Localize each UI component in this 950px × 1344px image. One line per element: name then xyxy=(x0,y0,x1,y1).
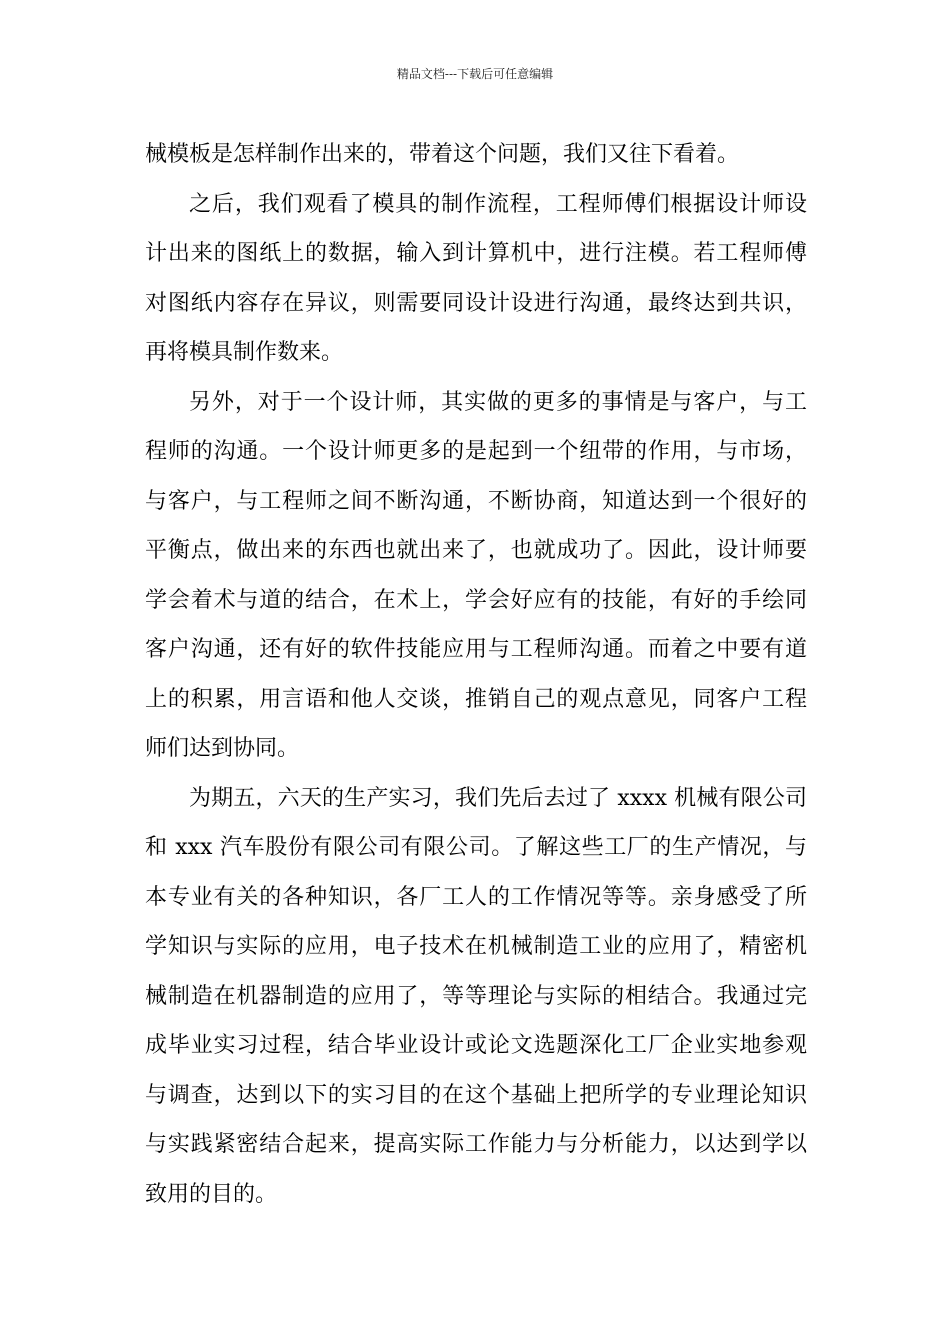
paragraph-line: 成毕业实习过程，结合毕业设计或论文选题深化工厂企业实地参观 xyxy=(145,1033,807,1058)
paragraph-line: 学知识与实际的应用，电子技术在机械制造工业的应用了，精密机 xyxy=(145,934,807,959)
paragraph-line: 另外，对于一个设计师，其实做的更多的事情是与客户，与工 xyxy=(189,389,807,415)
paragraph-line: 械制造在机器制造的应用了，等等理论与实际的相结合。我通过完 xyxy=(145,983,807,1009)
paragraph-line: 与实践紧密结合起来，提高实际工作能力与分析能力，以达到学以 xyxy=(145,1132,807,1157)
paragraph-line: 程师的沟通。一个设计师更多的是起到一个纽带的作用，与市场， xyxy=(145,439,807,464)
paragraph-line: 致用的目的。 xyxy=(145,1181,278,1207)
paragraph-2 xyxy=(145,180,807,378)
document-body xyxy=(145,130,807,1219)
paragraph-line: 为期五，六天的生产实习，我们先后去过了 xxxx 机械有限公司 xyxy=(189,785,807,811)
paragraph-line: 械模板是怎样制作出来的，带着这个问题，我们又往下看着。 xyxy=(145,142,740,167)
paragraph-line: 对图纸内容存在异议，则需要同设计设进行沟通，最终达到共识， xyxy=(145,290,807,316)
paragraph-line: 再将模具制作数来。 xyxy=(145,340,344,365)
paragraph-line: 学会着术与道的结合，在术上，学会好应有的技能，有好的手绘同 xyxy=(145,587,807,613)
paragraph-line: 上的积累，用言语和他人交谈，推销自己的观点意见，同客户工程 xyxy=(145,686,807,712)
paragraph-3 xyxy=(145,378,807,774)
paragraph-1 xyxy=(145,130,807,180)
paragraph-line: 计出来的图纸上的数据，输入到计算机中，进行注模。若工程师傅 xyxy=(145,241,807,266)
paragraph-line: 本专业有关的各种知识，各厂工人的工作情况等等。亲身感受了所 xyxy=(145,884,807,910)
paragraph-line: 与客户，与工程师之间不断沟通，不断协商，知道达到一个很好的 xyxy=(145,488,807,514)
paragraph-4 xyxy=(145,774,807,1220)
paragraph-line: 与调查，达到以下的实习目的在这个基础上把所学的专业理论知识 xyxy=(145,1082,807,1108)
page-header: 精品文档---下载后可任意编辑 xyxy=(396,67,554,81)
paragraph-line: 平衡点，做出来的东西也就出来了，也就成功了。因此，设计师要 xyxy=(145,538,807,563)
paragraph-line: 之后，我们观看了模具的制作流程，工程师傅们根据设计师设 xyxy=(189,191,807,217)
paragraph-line: 和 xxx 汽车股份有限公司有限公司。了解这些工厂的生产情况，与 xyxy=(145,835,807,860)
paragraph-line: 客户沟通，还有好的软件技能应用与工程师沟通。而着之中要有道 xyxy=(145,637,807,662)
paragraph-line: 师们达到协同。 xyxy=(145,736,300,761)
